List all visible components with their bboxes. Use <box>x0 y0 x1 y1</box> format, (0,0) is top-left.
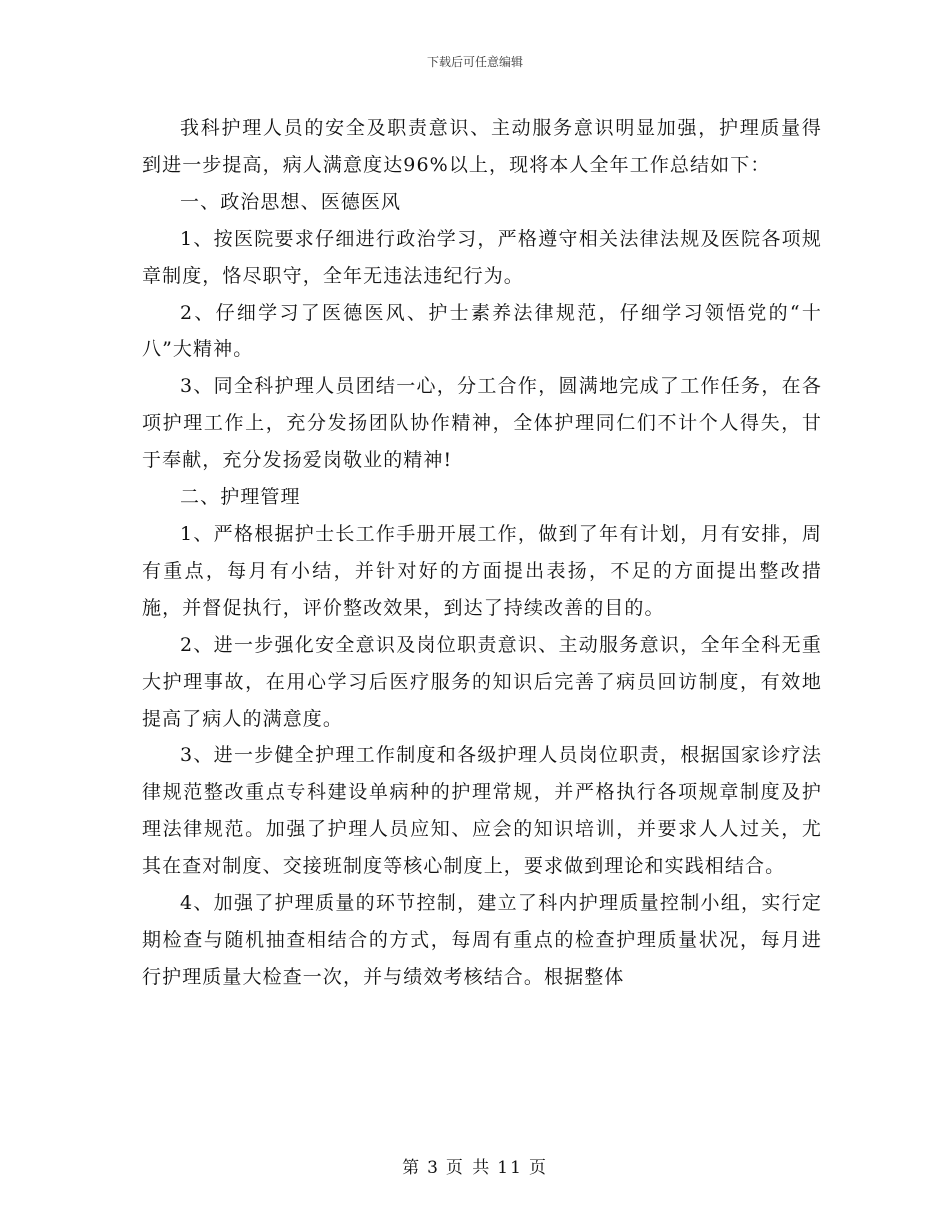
document-body <box>142 110 822 996</box>
footer-suffix: 页 <box>528 1158 548 1178</box>
current-page-number: 3 <box>427 1158 440 1178</box>
body-paragraph: 4、加强了护理质量的环节控制，建立了科内护理质量控制小组，实行定期检查与随机抽查相结合的方式，每周有重点的检查护理质量状况，每月进行护理质量大检查一次，并与绩效考核结合。根据整体 <box>142 892 822 988</box>
body-paragraph: 2、进一步强化安全意识及岗位职责意识、主动服务意识，全年全科无重大护理事故，在用心学习后医疗服务的知识后完善了病员回访制度，有效地提高了病人的满意度。 <box>142 633 822 730</box>
body-paragraph: 2、仔细学习了医德医风、护士素养法律规范，仔细学习领悟党的“十八”大精神。 <box>142 301 822 361</box>
body-paragraph: 1、严格根据护士长工作手册开展工作，做到了年有计划，月有安排，周有重点，每月有小结，并针对好的方面提出表扬，不足的方面提出整改措施，并督促执行，评价整改效果，到达了持续改善的目的。 <box>142 522 822 619</box>
page-number-footer <box>0 1153 950 1178</box>
section-heading: 一、政治思想、医德医风 <box>180 190 402 213</box>
page-header-note: 下载后可任意编辑 <box>426 55 523 69</box>
body-paragraph: 3、同全科护理人员团结一心，分工合作，圆满地完成了工作任务，在各项护理工作上，充分发扬团队协作精神，全体护理同仁们不计个人得失，甘于奉献，充分发扬爱岗敬业的精神! <box>142 375 822 472</box>
footer-middle: 页 共 <box>445 1158 492 1178</box>
body-paragraph: 3、进一步健全护理工作制度和各级护理人员岗位职责，根据国家诊疗法律规范整改重点专科建设单病种的护理常规，并严格执行各项规章制度及护理法律规范。加强了护理人员应知、应会的知识培训，并要求人人过关，尤其在查对制度、交接班制度等核心制度上，要求做到理论和实践相结合。 <box>142 744 822 878</box>
total-page-count: 11 <box>497 1158 523 1178</box>
section-heading: 二、护理管理 <box>180 486 301 509</box>
body-paragraph: 1、按医院要求仔细进行政治学习，严格遵守相关法律法规及医院各项规章制度，恪尽职守，全年无违法违纪行为。 <box>142 227 822 287</box>
body-paragraph: 我科护理人员的安全及职责意识、主动服务意识明显加强，护理质量得到进一步提高，病人满意度达96%以上，现将本人全年工作总结如下： <box>142 117 822 176</box>
footer-prefix: 第 <box>402 1158 422 1178</box>
